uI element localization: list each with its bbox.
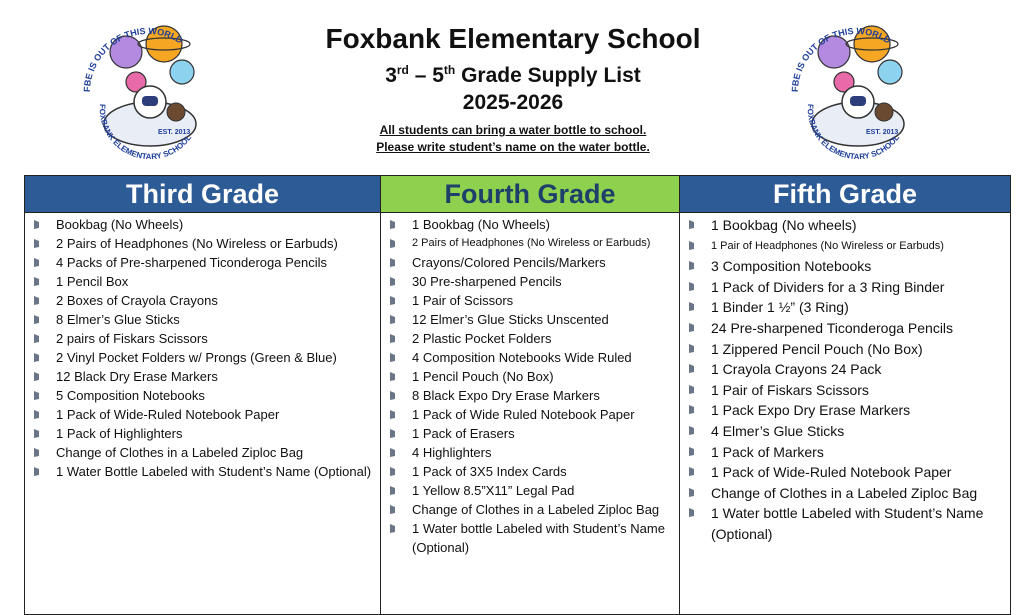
list-item-label: 1 Water bottle Labeled with Student’s Name (Optional)	[412, 521, 665, 555]
svg-text:EST. 2013: EST. 2013	[866, 129, 899, 136]
bullet-icon	[389, 448, 396, 457]
list-item	[688, 462, 1006, 483]
bullet-icon	[33, 353, 40, 362]
bullet-icon	[389, 277, 396, 286]
bullet-icon	[389, 372, 396, 381]
list-item	[389, 348, 675, 367]
list-item	[688, 256, 1006, 277]
list-item	[389, 367, 675, 386]
bullet-icon	[389, 334, 396, 343]
list-item-label: 4 Composition Notebooks Wide Ruled	[412, 350, 632, 365]
list-item	[688, 380, 1006, 401]
bullet-icon	[389, 353, 396, 362]
bullet-icon	[688, 488, 695, 497]
bullet-icon	[389, 505, 396, 514]
bullet-icon	[688, 344, 695, 353]
list-item-label: 2 Plastic Pocket Folders	[412, 331, 552, 346]
fourth-grade-heading: Fourth Grade	[381, 176, 679, 213]
bullet-icon	[389, 486, 396, 495]
list-item	[389, 481, 675, 500]
bullet-icon	[33, 315, 40, 324]
list-item	[33, 310, 376, 329]
bullet-icon	[688, 364, 695, 373]
list-item-label: 1 Pack of Erasers	[412, 426, 515, 441]
list-item-label: 1 Pencil Pouch (No Box)	[412, 369, 554, 384]
list-item	[688, 442, 1006, 463]
list-item	[688, 215, 1006, 236]
list-item-label: 1 Water Bottle Labeled with Student’s Name (Optional)	[56, 464, 372, 479]
list-item-label: 2 Pairs of Headphones (No Wireless or Earbuds)	[56, 236, 338, 251]
list-item-label: 1 Pair of Fiskars Scissors	[711, 381, 869, 398]
list-item-label: 1 Pack of Wide Ruled Notebook Paper	[412, 407, 635, 422]
title-block	[300, 22, 726, 156]
list-item	[688, 297, 1006, 318]
bullet-icon	[688, 261, 695, 270]
bullet-icon	[688, 282, 695, 291]
list-item-label: 1 Pair of Scissors	[412, 293, 514, 308]
list-item-label: 3 Composition Notebooks	[711, 258, 872, 275]
bullet-icon	[688, 508, 695, 517]
bullet-icon	[33, 391, 40, 400]
water-bottle-note: All students can bring a water bottle to school.	[379, 123, 647, 137]
bullet-icon	[688, 220, 695, 229]
list-item-label: 2 Boxes of Crayola Crayons	[56, 293, 218, 308]
bullet-icon	[33, 372, 40, 381]
list-item	[33, 348, 376, 367]
list-item	[33, 405, 376, 424]
bullet-icon	[389, 524, 396, 533]
list-item	[33, 291, 376, 310]
list-item	[389, 424, 675, 443]
list-item	[688, 483, 1006, 504]
water-bottle-name-note: Please write student’s name on the water bottle.	[376, 140, 650, 154]
bullet-icon	[688, 323, 695, 332]
bullet-icon	[688, 302, 695, 311]
list-item-label: Change of Clothes in a Labeled Ziploc Bag	[711, 484, 978, 501]
list-item	[389, 310, 675, 329]
list-item-label: 2 Pairs of Headphones (No Wireless or Earbuds)	[412, 237, 651, 249]
bullet-icon	[389, 429, 396, 438]
bullet-icon	[33, 258, 40, 267]
list-item-label: 1 Pack of Markers	[711, 443, 824, 460]
bullet-icon	[389, 391, 396, 400]
bullet-icon	[389, 296, 396, 305]
list-item	[33, 272, 376, 291]
bullet-icon	[688, 447, 695, 456]
list-item	[688, 339, 1006, 360]
page-header	[0, 0, 1024, 170]
bullet-icon	[33, 277, 40, 286]
bullet-icon	[688, 385, 695, 394]
list-item	[389, 405, 675, 424]
school-logo-right	[786, 14, 926, 159]
school-year: 2025-2026	[462, 91, 564, 114]
list-item-label: 12 Black Dry Erase Markers	[56, 369, 218, 384]
svg-text:EST. 2013: EST. 2013	[158, 129, 191, 136]
bullet-icon	[389, 258, 396, 267]
fifth-grade-column	[679, 176, 1010, 614]
list-item-label: 8 Black Expo Dry Erase Markers	[412, 388, 600, 403]
list-item	[389, 519, 675, 557]
school-name: Foxbank Elementary School	[325, 23, 701, 54]
list-item	[688, 277, 1006, 298]
bullet-icon	[33, 448, 40, 457]
bullet-icon	[33, 220, 40, 229]
list-item	[688, 359, 1006, 380]
bullet-icon	[33, 296, 40, 305]
list-item-label: 1 Pencil Box	[56, 274, 129, 289]
bullet-icon	[389, 220, 396, 229]
bullet-icon	[389, 315, 396, 324]
bullet-icon	[33, 429, 40, 438]
list-item-label: 1 Pack of Dividers for a 3 Ring Binder	[711, 278, 945, 295]
list-item	[33, 234, 376, 253]
list-item	[33, 367, 376, 386]
list-item	[33, 329, 376, 348]
list-item-label: 1 Zippered Pencil Pouch (No Box)	[711, 340, 923, 357]
list-item-label: 1 Binder 1 ½” (3 Ring)	[711, 299, 849, 316]
list-item	[33, 253, 376, 272]
list-item	[33, 386, 376, 405]
list-item	[389, 215, 675, 234]
third-grade-heading: Third Grade	[25, 176, 380, 213]
list-item-label: 1 Pair of Headphones (No Wireless or Earbuds)	[711, 239, 944, 252]
list-item-label: 1 Pack Expo Dry Erase Markers	[711, 402, 911, 419]
list-item	[33, 424, 376, 443]
list-item	[389, 234, 675, 253]
fifth-grade-heading: Fifth Grade	[680, 176, 1010, 213]
list-item-label: 24 Pre-sharpened Ticonderoga Pencils	[711, 319, 954, 336]
list-item-label: 8 Elmer’s Glue Sticks	[56, 312, 180, 327]
svg-text:FOXBANK ELEMENTARY SCHOOL: FOXBANK ELEMENTARY SCHOOL	[805, 103, 902, 159]
list-item-label: 5 Composition Notebooks	[56, 388, 205, 403]
list-item	[688, 236, 1006, 257]
bullet-icon	[33, 467, 40, 476]
list-item	[688, 421, 1006, 442]
list-subtitle: 3rd – 5th Grade Supply List	[385, 63, 641, 87]
supply-table	[24, 175, 1011, 615]
list-item-label: Change of Clothes in a Labeled Ziploc Bag	[56, 445, 304, 460]
bullet-icon	[688, 426, 695, 435]
list-item	[688, 400, 1006, 421]
list-item-label: 1 Water bottle Labeled with Student’s Name (Optional)	[711, 505, 984, 542]
bullet-icon	[688, 241, 695, 250]
list-item-label: Change of Clothes in a Labeled Ziploc Bag	[412, 502, 660, 517]
list-item	[33, 443, 376, 462]
svg-text:FBE IS OUT OF THIS WORLD: FBE IS OUT OF THIS WORLD	[81, 25, 185, 93]
bullet-icon	[389, 467, 396, 476]
list-item	[389, 329, 675, 348]
fourth-grade-column	[380, 176, 679, 614]
svg-text:FBE IS OUT OF THIS WORLD: FBE IS OUT OF THIS WORLD	[789, 25, 893, 93]
list-item-label: Bookbag (No Wheels)	[56, 217, 184, 232]
list-item-label: 1 Pack of Wide-Ruled Notebook Paper	[56, 407, 280, 422]
list-item	[688, 503, 1006, 544]
list-item	[389, 291, 675, 310]
list-item-label: 1 Pack of 3X5 Index Cards	[412, 464, 567, 479]
list-item	[33, 215, 376, 234]
bullet-icon	[688, 405, 695, 414]
list-item-label: 1 Bookbag (No Wheels)	[412, 217, 551, 232]
list-item-label: 1 Pack of Highlighters	[56, 426, 183, 441]
list-item-label: 1 Bookbag (No wheels)	[711, 217, 857, 233]
list-item	[389, 386, 675, 405]
fourth-grade-list	[381, 213, 679, 557]
list-item-label: 2 pairs of Fiskars Scissors	[56, 331, 208, 346]
third-grade-list	[25, 213, 380, 481]
list-item	[389, 462, 675, 481]
list-item	[33, 462, 376, 481]
bullet-icon	[33, 239, 40, 248]
list-item-label: 4 Packs of Pre-sharpened Ticonderoga Pencils	[56, 255, 327, 270]
list-item	[389, 443, 675, 462]
list-item-label: 30 Pre-sharpened Pencils	[412, 274, 562, 289]
list-item-label: 2 Vinyl Pocket Folders w/ Prongs (Green & Blue)	[56, 350, 337, 365]
bullet-icon	[33, 334, 40, 343]
fifth-grade-list	[680, 213, 1010, 545]
list-item-label: 1 Yellow 8.5”X11” Legal Pad	[412, 483, 575, 498]
list-item-label: 12 Elmer’s Glue Sticks Unscented	[412, 312, 609, 327]
list-item	[389, 253, 675, 272]
svg-text:FOXBANK ELEMENTARY SCHOOL: FOXBANK ELEMENTARY SCHOOL	[97, 103, 194, 159]
bullet-icon	[33, 410, 40, 419]
list-item-label: Crayons/Colored Pencils/Markers	[412, 255, 606, 270]
list-item-label: 1 Pack of Wide-Ruled Notebook Paper	[711, 464, 952, 481]
list-item	[389, 500, 675, 519]
list-item	[688, 318, 1006, 339]
third-grade-column	[25, 176, 380, 614]
list-item-label: 4 Elmer’s Glue Sticks	[711, 422, 845, 439]
bullet-icon	[389, 410, 396, 419]
bullet-icon	[389, 239, 396, 248]
school-logo-left	[78, 14, 218, 159]
list-item	[389, 272, 675, 291]
list-item-label: 4 Highlighters	[412, 445, 492, 460]
bullet-icon	[688, 467, 695, 476]
list-item-label: 1 Crayola Crayons 24 Pack	[711, 361, 882, 378]
